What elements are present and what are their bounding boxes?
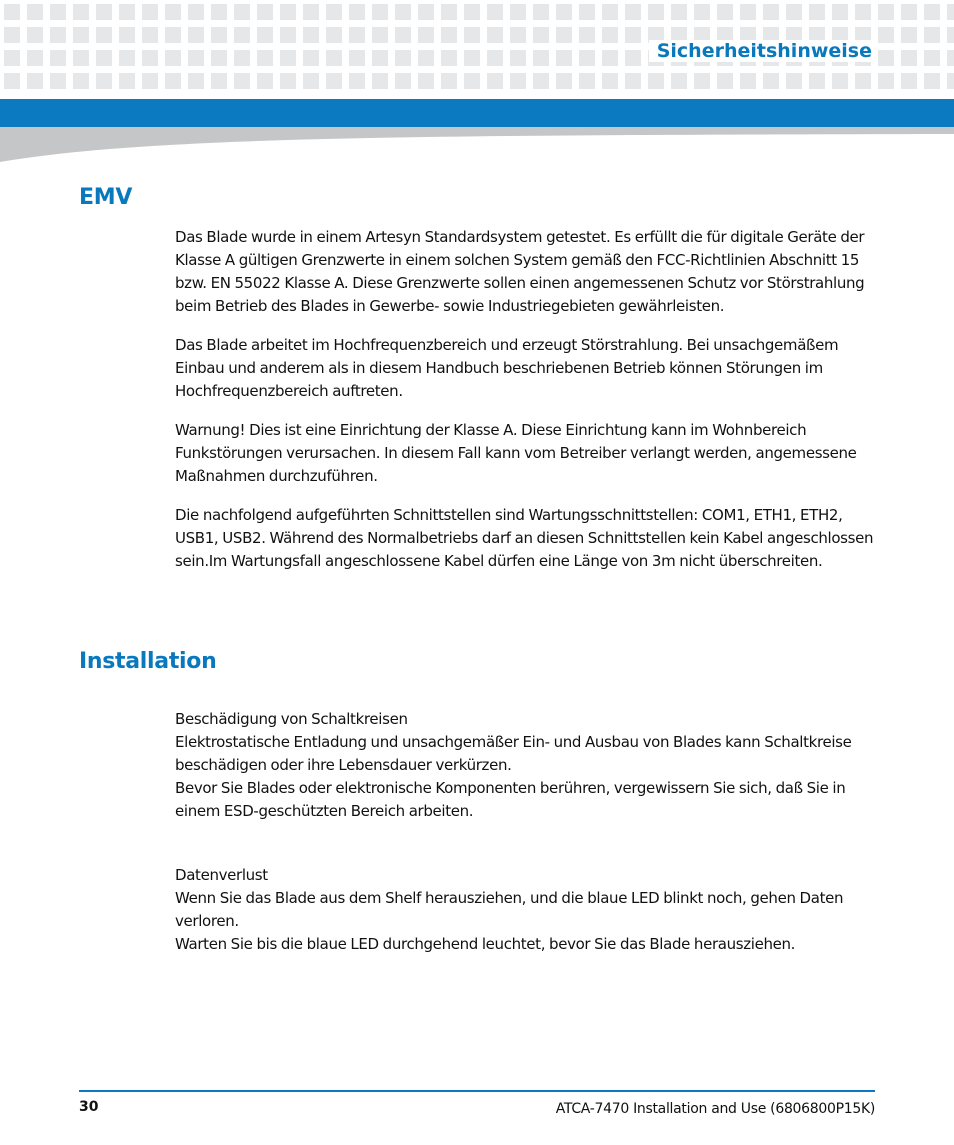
header-tile <box>924 4 940 20</box>
data-loss-notice-title: Datenverlust <box>175 866 268 884</box>
data-loss-notice-action: Warten Sie bis die blaue LED durchgehend leuchtet, bevor Sie das Blade herausziehen. <box>175 935 796 953</box>
header-tile <box>27 50 43 66</box>
header-tile <box>119 4 135 20</box>
header-tile <box>96 50 112 66</box>
header-tile <box>924 50 940 66</box>
header-tile <box>234 73 250 89</box>
header-tile <box>487 73 503 89</box>
header-tile <box>625 50 641 66</box>
header-tile <box>671 4 687 20</box>
header-tile <box>303 4 319 20</box>
esd-notice <box>175 708 875 823</box>
header-tile <box>280 73 296 89</box>
header-tile <box>211 50 227 66</box>
header-tile <box>648 4 664 20</box>
header-tile <box>50 4 66 20</box>
header-tile <box>510 4 526 20</box>
header-tile <box>165 50 181 66</box>
header-tile <box>50 27 66 43</box>
header-tile <box>50 73 66 89</box>
header-tile <box>625 73 641 89</box>
header-tile <box>832 4 848 20</box>
header-tile <box>73 4 89 20</box>
header-tile <box>579 73 595 89</box>
header-tile <box>786 4 802 20</box>
header-tile <box>280 50 296 66</box>
header-tile <box>395 50 411 66</box>
header-tile <box>326 4 342 20</box>
header-tile <box>119 73 135 89</box>
header-tile <box>441 50 457 66</box>
header-tile <box>464 4 480 20</box>
header-tile <box>510 27 526 43</box>
header-tile <box>855 4 871 20</box>
header-tile <box>625 4 641 20</box>
data-loss-notice <box>175 864 875 956</box>
header-tile <box>372 50 388 66</box>
header-tile <box>763 4 779 20</box>
header-tile <box>924 73 940 89</box>
header-tile <box>395 27 411 43</box>
header-tile <box>487 50 503 66</box>
header-tile <box>878 4 894 20</box>
esd-notice-text: Elektrostatische Entladung und unsachgemäßer Ein- und Ausbau von Blades kann Schaltkreise beschädigen oder ihre Lebensdauer verkürzen. <box>175 733 852 774</box>
header-tile <box>832 73 848 89</box>
header-tile <box>556 4 572 20</box>
header-tile <box>418 4 434 20</box>
header-tile <box>786 73 802 89</box>
header-tile <box>487 27 503 43</box>
header-tile <box>901 50 917 66</box>
header-tile <box>809 4 825 20</box>
header-tile <box>441 4 457 20</box>
header-tile <box>4 27 20 43</box>
header-tile <box>694 73 710 89</box>
header-tile <box>303 50 319 66</box>
header-tile <box>464 73 480 89</box>
emv-paragraph-3: Warnung! Dies ist eine Einrichtung der Klasse A. Diese Einrichtung kann im Wohnbereich Funkstörungen verursachen. In diesem Fall kann vom Betreiber verlangt werden, angemessene Maßnahmen durchzuführen. <box>175 421 857 485</box>
footer-rule <box>79 1090 875 1092</box>
header-tile <box>533 27 549 43</box>
header-tile <box>257 73 273 89</box>
header-blue-band <box>0 99 954 127</box>
header-tile <box>142 73 158 89</box>
header-tile <box>947 4 954 20</box>
header-tile <box>211 4 227 20</box>
header-tile <box>487 4 503 20</box>
emv-paragraph-4: Die nachfolgend aufgeführten Schnittstellen sind Wartungsschnittstellen: COM1, ETH1, ETH2, USB1, USB2. Während des Normalbetriebs darf an diesen Schnittstellen kein Kabel angeschlossen sein.Im Wartungsfall angeschlossene Kabel dürfen eine Länge von 3m nicht überschreiten. <box>175 506 874 570</box>
header-tile <box>211 73 227 89</box>
header-tile <box>4 50 20 66</box>
header-tile <box>947 27 954 43</box>
header-tile <box>96 4 112 20</box>
header-tile <box>303 73 319 89</box>
header-tile <box>4 73 20 89</box>
header-tile <box>671 73 687 89</box>
emv-paragraph-1: Das Blade wurde in einem Artesyn Standardsystem getestet. Es erfüllt die für digitale Geräte der Klasse A gültigen Grenzwerte in einem solchen System gemäß den FCC-Richtlinien Abschnitt 15 bzw. EN 55022 Klasse A. Diese Grenzwerte sollen einen angemessenen Schutz vor Störstrahlung beim Betrieb des Blades in Gewerbe- sowie Industriegebieten gewährleisten. <box>175 228 865 315</box>
header-tile <box>878 73 894 89</box>
header-tile <box>740 73 756 89</box>
header-tile <box>234 50 250 66</box>
header-tile <box>188 50 204 66</box>
header-tile <box>418 50 434 66</box>
header-tile <box>257 4 273 20</box>
header-tile <box>280 27 296 43</box>
header-tile <box>901 27 917 43</box>
header-tile <box>27 4 43 20</box>
header-tile <box>27 27 43 43</box>
header-tile <box>924 27 940 43</box>
header-tile <box>142 27 158 43</box>
emv-section-body <box>175 226 875 573</box>
header-gray-swoosh <box>0 127 954 167</box>
header-tile <box>418 27 434 43</box>
header-tile <box>395 4 411 20</box>
header-tile <box>602 73 618 89</box>
header-tile <box>901 73 917 89</box>
header-tile <box>464 50 480 66</box>
data-loss-notice-text: Wenn Sie das Blade aus dem Shelf herausziehen, und die blaue LED blinkt noch, gehen Daten verloren. <box>175 889 844 930</box>
header-tile <box>96 73 112 89</box>
header-tile <box>579 50 595 66</box>
section-title: Sicherheitshinweise <box>649 40 874 62</box>
header-tile <box>510 50 526 66</box>
header-tile <box>349 73 365 89</box>
header-tile <box>579 4 595 20</box>
header-tile <box>579 27 595 43</box>
header-tile <box>602 4 618 20</box>
installation-heading: Installation <box>79 649 217 674</box>
header-tile <box>855 73 871 89</box>
header-tile <box>303 27 319 43</box>
header-tile <box>4 4 20 20</box>
header-tile <box>349 4 365 20</box>
header-tile <box>441 73 457 89</box>
header-tile <box>280 4 296 20</box>
header-tile <box>234 4 250 20</box>
header-tile <box>73 73 89 89</box>
header-tile <box>533 4 549 20</box>
header-tile <box>395 73 411 89</box>
header-tile <box>165 27 181 43</box>
header-tile <box>372 27 388 43</box>
header-tile <box>556 73 572 89</box>
header-tile <box>947 50 954 66</box>
esd-notice-action: Bevor Sie Blades oder elektronische Komponenten berühren, vergewissern Sie sich, daß Sie in einem ESD-geschützten Bereich arbeiten. <box>175 779 846 820</box>
header-tile <box>717 73 733 89</box>
header-tile <box>947 73 954 89</box>
header-tile <box>533 73 549 89</box>
header-tile <box>188 73 204 89</box>
header-tile <box>556 50 572 66</box>
header-tile <box>96 27 112 43</box>
header-tile <box>625 27 641 43</box>
header-tile <box>142 4 158 20</box>
header-tile <box>648 73 664 89</box>
page-number: 30 <box>79 1099 99 1115</box>
header-tile <box>349 50 365 66</box>
header-tile <box>510 73 526 89</box>
header-tile <box>441 27 457 43</box>
header-tile <box>211 27 227 43</box>
header-tile <box>119 27 135 43</box>
header-tile <box>717 4 733 20</box>
emv-paragraph-2: Das Blade arbeitet im Hochfrequenzbereich und erzeugt Störstrahlung. Bei unsachgemäßem Einbau und anderem als in diesem Handbuch beschriebenen Betrieb können Störungen im Hochfrequenzbereich auftreten. <box>175 336 839 400</box>
header-tile <box>50 50 66 66</box>
header-tile <box>602 50 618 66</box>
header-tile <box>372 4 388 20</box>
header-tile <box>188 4 204 20</box>
header-tile <box>188 27 204 43</box>
header-tile <box>533 50 549 66</box>
header-tile <box>257 27 273 43</box>
emv-heading: EMV <box>79 185 133 210</box>
header-tile <box>234 27 250 43</box>
header-tile <box>602 27 618 43</box>
header-tile <box>326 73 342 89</box>
header-tile <box>372 73 388 89</box>
header-tile <box>73 27 89 43</box>
header-tile <box>878 27 894 43</box>
header-tile <box>73 50 89 66</box>
header-tile <box>418 73 434 89</box>
header-tile <box>165 4 181 20</box>
header-tile <box>740 4 756 20</box>
header-tile <box>142 50 158 66</box>
header-tile <box>119 50 135 66</box>
header-tile <box>326 50 342 66</box>
header-tile <box>326 27 342 43</box>
header-tile <box>464 27 480 43</box>
header-tile <box>556 27 572 43</box>
header-tile <box>763 73 779 89</box>
header-tile <box>878 50 894 66</box>
header-tile <box>694 4 710 20</box>
header-tile <box>349 27 365 43</box>
header-tile <box>257 50 273 66</box>
header-tile <box>165 73 181 89</box>
footer-doc-title: ATCA-7470 Installation and Use (6806800P15K) <box>555 1101 875 1117</box>
header-tile <box>809 73 825 89</box>
esd-notice-title: Beschädigung von Schaltkreisen <box>175 710 408 728</box>
header-tile <box>901 4 917 20</box>
header-tile <box>27 73 43 89</box>
